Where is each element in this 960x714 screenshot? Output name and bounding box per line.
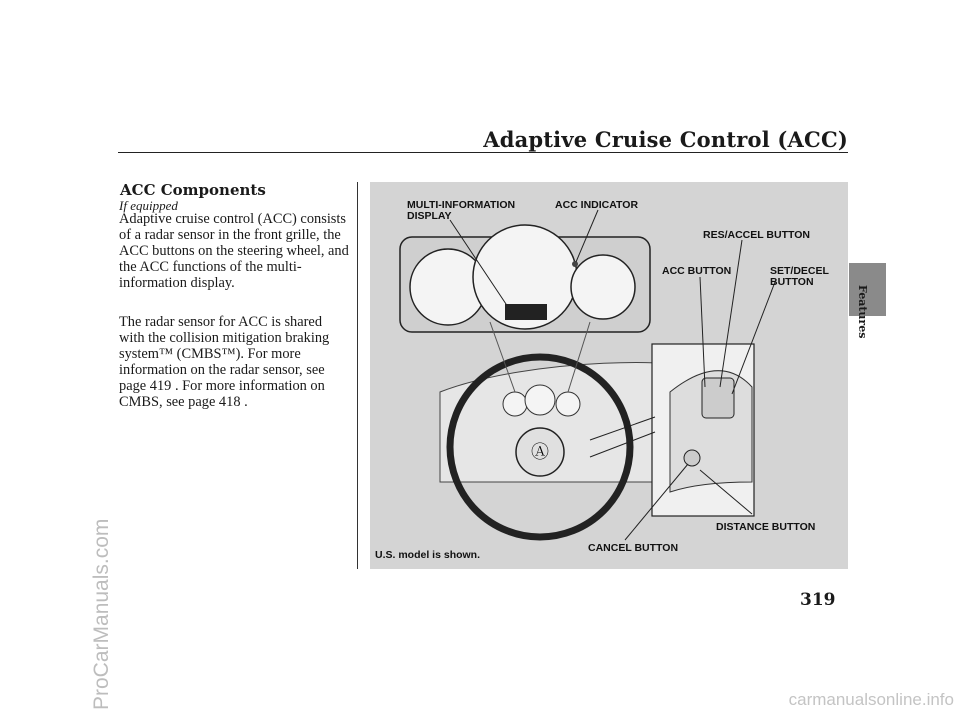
- watermark-bottom: carmanualsonline.info: [788, 690, 954, 709]
- acc-button-cluster: [702, 378, 734, 418]
- figure-model-note: U.S. model is shown.: [375, 549, 481, 561]
- body-paragraph-1: Adaptive cruise control (ACC) consists of a radar sensor in the front grille, the ACC buttons on the steering wheel, and the ACC functions of the multi-information display.: [119, 211, 349, 291]
- column-divider: [357, 182, 358, 569]
- callout-cancel: CANCEL BUTTON: [588, 542, 679, 554]
- acc-indicator-light: [572, 261, 578, 267]
- dash-gauge-center: [525, 385, 555, 415]
- cancel-button-shape: [684, 450, 700, 466]
- callout-acc-indicator: ACC INDICATOR: [555, 199, 639, 211]
- body-paragraph-2: The radar sensor for ACC is shared with the collision mitigation braking system™ (CMBS™). For more information on the radar sensor, see page 419 . For more information on CMBS, see page 418 .: [119, 314, 330, 410]
- callout-mid: MULTI-INFORMATION DISPLAY: [407, 199, 516, 222]
- acura-logo: Ⓐ: [531, 442, 549, 463]
- watermark-left: ProCarManuals.com: [90, 518, 113, 710]
- callout-res-accel: RES/ACCEL BUTTON: [703, 229, 810, 241]
- acc-components-figure: [370, 182, 848, 569]
- title-rule: [118, 152, 848, 153]
- fuel-temp-gauge: [571, 255, 635, 319]
- section-tab-label: Features: [856, 285, 869, 339]
- page-number: 319: [800, 590, 836, 610]
- callout-distance: DISTANCE BUTTON: [716, 521, 816, 533]
- callout-set-decel: SET/DECEL BUTTON: [770, 265, 829, 288]
- page-title: Adaptive Cruise Control (ACC): [483, 127, 848, 152]
- dash-gauge-right: [556, 392, 580, 416]
- multi-information-display: [505, 304, 547, 320]
- callout-acc-button: ACC BUTTON: [662, 265, 732, 277]
- if-equipped-note: If equipped: [119, 198, 178, 213]
- section-heading: ACC Components: [120, 181, 266, 199]
- dash-gauge-left: [503, 392, 527, 416]
